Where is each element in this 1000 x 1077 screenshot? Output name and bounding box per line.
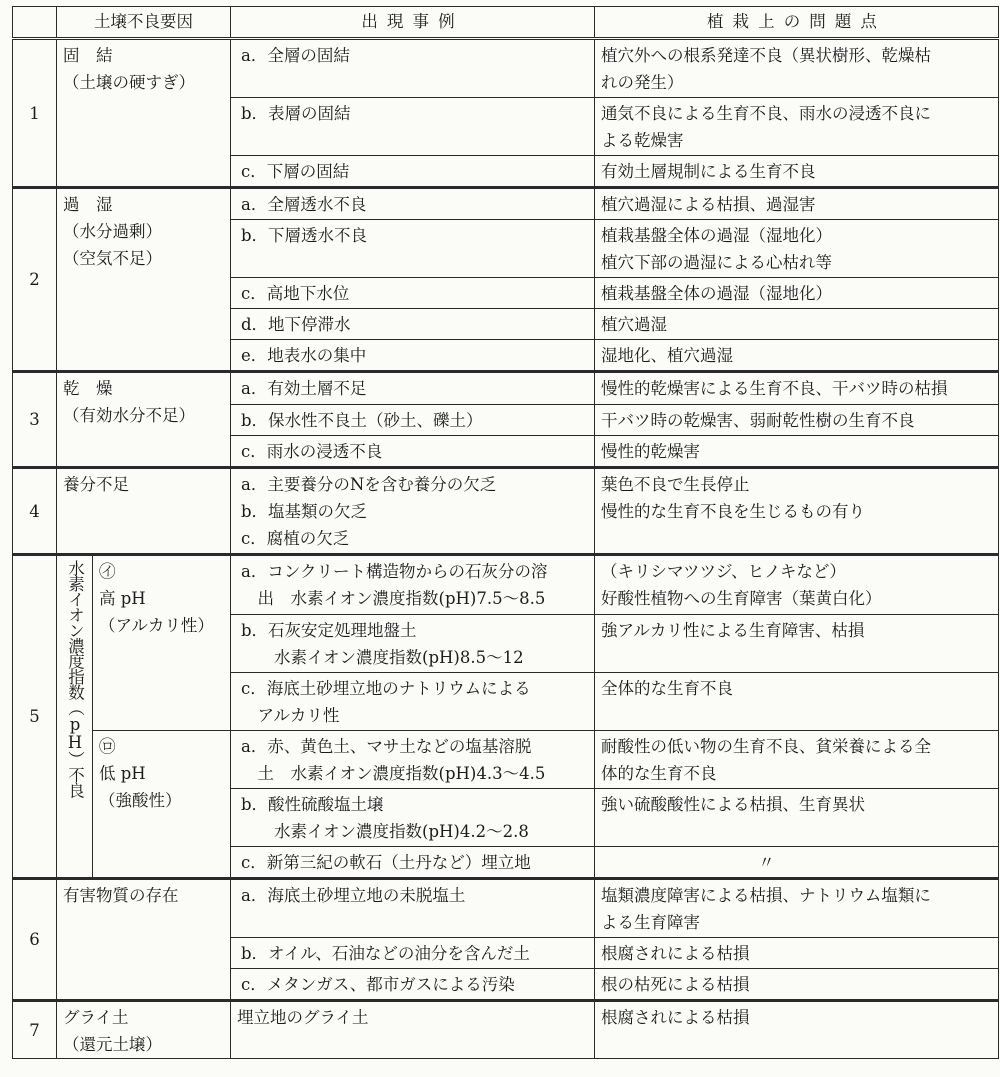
case-cell [231, 555, 595, 615]
case-cell [231, 98, 595, 156]
factor-cell [57, 468, 231, 555]
case-cell [231, 188, 595, 220]
problem-cell [595, 220, 999, 278]
soil-problem-table [12, 6, 999, 1059]
problem-line: 根の枯死による枯損 [601, 975, 750, 994]
header-number [13, 7, 57, 39]
table-row [13, 731, 999, 789]
case-line: b．下層透水不良 [241, 226, 368, 245]
case-cell [231, 372, 595, 405]
factor-line: 固 結 [63, 46, 113, 65]
case-line: b．オイル、石油などの油分を含んだ土 [241, 944, 530, 963]
case-cell [231, 468, 595, 555]
case-cell [231, 39, 595, 98]
factor-line: （土壌の硬すぎ） [63, 73, 195, 92]
case-line: a．コンクリート構造物からの石灰分の溶 [241, 562, 548, 581]
problem-cell [595, 340, 999, 372]
case-line: b．酸性硫酸塩土壌 [241, 795, 384, 814]
problem-cell [595, 309, 999, 340]
problem-line: 慢性的な生育不良を生じるもの有り [601, 502, 865, 521]
factor-cell [57, 39, 231, 188]
problem-cell [595, 615, 999, 673]
case-line: c．メタンガス、都市ガスによる汚染 [241, 975, 515, 994]
problem-line: 植穴過湿 [601, 315, 667, 334]
case-line: a．主要養分のNを含む養分の欠乏 [241, 475, 497, 494]
problem-cell [595, 468, 999, 555]
case-line: b．表層の固結 [241, 104, 351, 123]
problem-line: 体的な生育不良 [601, 764, 717, 783]
header-row [13, 7, 999, 39]
problem-line: 植穴過湿による枯損、過湿害 [601, 195, 816, 214]
factor-line: （有効水分不足） [63, 406, 195, 425]
case-line: c．雨水の浸透不良 [241, 442, 383, 461]
problem-cell [595, 938, 999, 969]
problem-line: 植栽基盤全体の過湿（湿地化） [601, 226, 832, 245]
case-line: 水素イオン濃度指数(pH)4.2～2.8 [241, 822, 529, 841]
factor-line: 養分不足 [63, 475, 129, 494]
table-row [13, 879, 999, 938]
case-line: 埋立地のグライ土 [237, 1008, 369, 1027]
problem-line: 干バツ時の乾燥害、弱耐乾性樹の生育不良 [601, 411, 915, 430]
group-number: 6 [13, 879, 57, 1001]
problem-line: 好酸性植物への生育障害（葉黄白化） [601, 589, 882, 608]
problem-line: 植穴外への根系発達不良（異状樹形、乾燥枯 [601, 46, 931, 65]
factor-cell [57, 555, 93, 879]
subfactor-marker: ㋑ [99, 562, 116, 581]
problem-cell [595, 278, 999, 309]
case-cell [231, 969, 595, 1001]
problem-line: 植栽基盤全体の過湿（湿地化） [601, 284, 832, 303]
problem-line: れの発生） [601, 73, 684, 92]
group-number: 7 [13, 1001, 57, 1059]
table-row [13, 555, 999, 615]
case-line: b．石灰安定処理地盤土 [241, 621, 417, 640]
case-cell [231, 615, 595, 673]
case-line: アルカリ性 [241, 706, 340, 725]
case-cell [231, 938, 595, 969]
problem-line: 有効土層規制による生育不良 [601, 162, 816, 181]
group-number: 5 [13, 555, 57, 879]
problem-cell [595, 879, 999, 938]
case-cell [231, 1001, 595, 1059]
problem-line: 通気不良による生育不良、雨水の浸透不良に [601, 104, 931, 123]
table-row [13, 372, 999, 405]
group-number: 1 [13, 39, 57, 188]
subfactor-line: 低 pH [99, 764, 146, 783]
case-cell [231, 847, 595, 879]
case-line: a．全層透水不良 [241, 195, 367, 214]
case-cell [231, 789, 595, 847]
case-line: d．地下停滞水 [241, 315, 351, 334]
case-cell [231, 879, 595, 938]
factor-line: 乾 燥 [63, 379, 113, 398]
problem-line: 耐酸性の低い物の生育不良、貧栄養による全 [601, 737, 931, 756]
case-line: a．有効土層不足 [241, 379, 367, 398]
case-cell [231, 731, 595, 789]
problem-line: 強アルカリ性による生育障害、枯損 [601, 621, 865, 640]
ditto-mark: 〃 [758, 853, 775, 872]
problem-line: 塩類濃度障害による枯損、ナトリウム塩類に [601, 886, 931, 905]
table-row [13, 188, 999, 220]
problem-line: 植穴下部の過湿による心枯れ等 [601, 253, 832, 272]
problem-cell [595, 372, 999, 405]
case-cell [231, 156, 595, 188]
problem-cell [595, 1001, 999, 1059]
ph-factor-vertical-label: 水素イオン濃度指数（pH）不良 [65, 560, 85, 798]
problem-cell [595, 789, 999, 847]
problem-cell [595, 188, 999, 220]
case-cell [231, 309, 595, 340]
case-cell [231, 220, 595, 278]
problem-cell [595, 847, 999, 879]
factor-line: グライ土 [63, 1008, 129, 1027]
subfactor-line: （アルカリ性） [99, 616, 214, 635]
subfactor-line: 高 pH [99, 589, 146, 608]
case-cell [231, 278, 595, 309]
subfactor-cell-low-ph [93, 731, 231, 879]
problem-cell [595, 731, 999, 789]
factor-line: （水分過剰） [63, 222, 162, 241]
problem-cell [595, 436, 999, 468]
group-number: 2 [13, 188, 57, 372]
case-cell [231, 436, 595, 468]
case-line: c．新第三紀の軟石（土丹など）埋立地 [241, 853, 531, 872]
factor-cell [57, 879, 231, 1001]
subfactor-marker: ㋺ [99, 737, 116, 756]
problem-line: 慢性的乾燥害による生育不良、干バツ時の枯損 [601, 379, 948, 398]
factor-cell [57, 1001, 231, 1059]
problem-cell [595, 405, 999, 436]
problem-line: よる乾燥害 [601, 131, 684, 150]
case-line: c．高地下水位 [241, 284, 350, 303]
case-line: a．赤、黄色土、マサ土などの塩基溶脱 [241, 737, 532, 756]
case-cell [231, 340, 595, 372]
case-line: c．下層の固結 [241, 162, 350, 181]
case-line: a．全層の固結 [241, 46, 350, 65]
factor-line: （還元土壌） [63, 1035, 162, 1054]
table-row [13, 468, 999, 555]
case-cell [231, 673, 595, 731]
group-number: 3 [13, 372, 57, 468]
problem-cell [595, 39, 999, 98]
problem-cell [595, 969, 999, 1001]
problem-line: （キリシマツツジ、ヒノキなど） [601, 562, 846, 581]
case-line: 出 水素イオン濃度指数(pH)7.5～8.5 [241, 589, 546, 608]
header-problems: 植栽上の問題点 [595, 7, 999, 39]
problem-line: 慢性的乾燥害 [601, 442, 700, 461]
factor-cell [57, 188, 231, 372]
group-number: 4 [13, 468, 57, 555]
case-line: c．海底土砂埋立地のナトリウムによる [241, 679, 531, 698]
factor-line: （空気不足） [63, 249, 162, 268]
subfactor-line: （強酸性） [99, 791, 182, 810]
case-line: b．塩基類の欠乏 [241, 502, 368, 521]
case-line: a．海底土砂埋立地の未脱塩土 [241, 886, 466, 905]
problem-line: 強い硫酸酸性による枯損、生育異状 [601, 795, 865, 814]
problem-cell [595, 555, 999, 615]
problem-line: よる生育障害 [601, 913, 700, 932]
problem-line: 湿地化、植穴過湿 [601, 346, 733, 365]
case-line: 土 水素イオン濃度指数(pH)4.3～4.5 [241, 764, 546, 783]
problem-cell [595, 673, 999, 731]
case-line: c．腐植の欠乏 [241, 529, 350, 548]
case-cell [231, 405, 595, 436]
factor-cell [57, 372, 231, 468]
table-row [13, 1001, 999, 1059]
problem-cell [595, 156, 999, 188]
case-line: e．地表水の集中 [241, 346, 367, 365]
table-row [13, 39, 999, 98]
problem-line: 根腐されによる枯損 [601, 944, 750, 963]
header-cases: 出現事例 [231, 7, 595, 39]
problem-cell [595, 98, 999, 156]
problem-line: 葉色不良で生長停止 [601, 475, 750, 494]
subfactor-cell-high-ph [93, 555, 231, 731]
factor-line: 有害物質の存在 [63, 886, 179, 905]
factor-line: 過 湿 [63, 195, 113, 214]
case-line: b．保水性不良土（砂土、礫土） [241, 411, 483, 430]
case-line: 水素イオン濃度指数(pH)8.5～12 [241, 648, 524, 667]
problem-line: 全体的な生育不良 [601, 679, 733, 698]
header-factor: 土壌不良要因 [57, 7, 231, 39]
problem-line: 根腐されによる枯損 [601, 1008, 750, 1027]
